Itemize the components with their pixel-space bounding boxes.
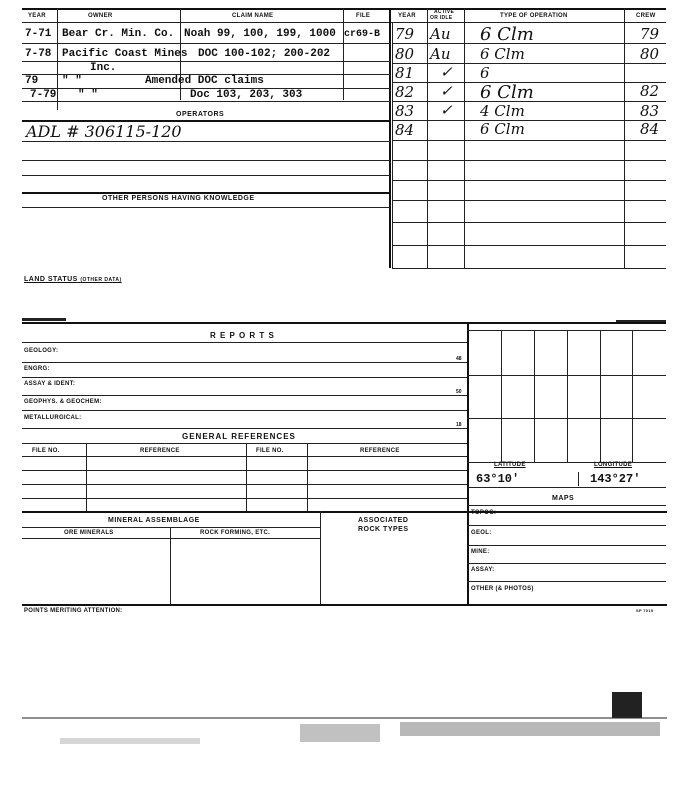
maps-title: MAPS bbox=[552, 495, 575, 502]
activity-year: 84 bbox=[395, 121, 415, 139]
mineral-bottom-line bbox=[22, 604, 667, 606]
report-label-geophys: GEOPHYS. & GEOCHEM: bbox=[24, 399, 102, 405]
header-year-2: YEAR bbox=[398, 13, 416, 19]
points-meriting-attention-label: POINTS MERITING ATTENTION: bbox=[24, 608, 123, 614]
activity-row-line bbox=[392, 268, 666, 269]
hdr-tick bbox=[180, 8, 181, 22]
activity-row-line bbox=[392, 200, 666, 201]
scan-artifact bbox=[22, 717, 667, 719]
maps-mine: MINE: bbox=[471, 549, 490, 555]
header-underline bbox=[22, 22, 666, 23]
header-active: ACTIVE bbox=[434, 9, 455, 15]
map-grid-col bbox=[534, 330, 535, 462]
report-num: 18 bbox=[456, 422, 462, 428]
activity-operation: 6 bbox=[480, 64, 490, 82]
gen-ref-file-no: FILE NO. bbox=[256, 448, 284, 454]
rock-forming-label: ROCK FORMING, ETC. bbox=[200, 530, 271, 536]
activity-status: ✓ bbox=[440, 101, 453, 119]
map-grid-col bbox=[501, 330, 502, 462]
hdr-tick bbox=[343, 8, 344, 22]
claim-owner: Bear Cr. Min. Co. bbox=[62, 28, 175, 40]
report-row-line bbox=[22, 410, 467, 411]
claim-name: Amended DOC claims bbox=[145, 75, 264, 87]
longitude-label: LONGITUDE bbox=[594, 462, 633, 468]
gen-ref-col bbox=[307, 443, 308, 511]
crew-col-line bbox=[624, 22, 625, 268]
activity-row-line bbox=[392, 63, 666, 64]
maps-row-line bbox=[467, 563, 666, 564]
claim-name: DOC 100-102; 200-202 bbox=[198, 48, 331, 60]
year-col-line bbox=[392, 22, 393, 268]
registration-mark bbox=[22, 318, 66, 321]
mineral-col bbox=[170, 527, 171, 604]
mineral-sub-line bbox=[22, 538, 320, 539]
hdr-tick bbox=[624, 8, 625, 22]
maps-other: OTHER (& PHOTOS) bbox=[471, 586, 534, 592]
operator-row-line bbox=[22, 141, 390, 142]
activity-crew: 84 bbox=[640, 120, 660, 138]
activity-row-line bbox=[392, 245, 666, 246]
header-file: FILE bbox=[356, 13, 371, 19]
map-grid-row bbox=[467, 418, 666, 419]
activity-operation: 4 Clm bbox=[480, 102, 525, 120]
activity-year: 82 bbox=[395, 83, 415, 101]
report-label-engrg: ENGRG: bbox=[24, 366, 50, 372]
activity-row-line bbox=[392, 120, 666, 121]
claim-name: Noah 99, 100, 199, 1000 bbox=[184, 28, 336, 40]
activity-status: ✓ bbox=[440, 63, 453, 81]
maps-row-line bbox=[467, 545, 666, 546]
activity-row-line bbox=[392, 160, 666, 161]
activity-operation: 6 Clm bbox=[480, 82, 534, 103]
operator-row-line bbox=[22, 175, 390, 176]
report-label-metallurgical: METALLURGICAL: bbox=[24, 415, 82, 421]
reports-title: R E P O R T S bbox=[210, 331, 275, 340]
activity-row-line bbox=[392, 222, 666, 223]
claim-year: 7-79 bbox=[30, 89, 57, 101]
operators-label: OPERATORS bbox=[176, 111, 225, 118]
hdr-tick bbox=[57, 8, 58, 22]
claim-name: Doc 103, 203, 303 bbox=[190, 89, 303, 101]
activity-year: 79 bbox=[395, 25, 415, 43]
scan-artifact bbox=[60, 738, 200, 744]
claim-row-line bbox=[22, 101, 390, 102]
reports-header-line bbox=[22, 342, 467, 343]
form-number: SP 7015 bbox=[636, 608, 654, 613]
header-year: YEAR bbox=[28, 13, 46, 19]
activity-operation: 6 Clm bbox=[480, 45, 525, 63]
gen-ref-bottom-line bbox=[22, 511, 667, 513]
gen-ref-row-line bbox=[22, 456, 467, 457]
header-or-idle: OR IDLE bbox=[430, 15, 453, 21]
claim-owner: Pacific Coast Mines bbox=[62, 48, 188, 60]
header-crew: CREW bbox=[636, 13, 656, 19]
coord-divider bbox=[578, 472, 579, 486]
left-right-divider bbox=[389, 8, 391, 268]
claim-owner-cont: Inc. bbox=[90, 62, 117, 74]
gen-ref-row-line bbox=[22, 498, 467, 499]
ore-minerals-label: ORE MINERALS bbox=[64, 530, 114, 536]
operation-col-line bbox=[464, 22, 465, 268]
activity-status: Au bbox=[430, 45, 451, 63]
header-owner: OWNER bbox=[88, 13, 113, 19]
gen-ref-file-no: FILE NO. bbox=[32, 448, 60, 454]
maps-header-line bbox=[467, 505, 666, 506]
header-type-of-operation: TYPE OF OPERATION bbox=[500, 13, 568, 19]
header-claim-name: CLAIM NAME bbox=[232, 13, 274, 19]
maps-row-line bbox=[467, 581, 666, 582]
land-status-label: LAND STATUS (OTHER DATA) bbox=[24, 276, 122, 283]
scan-artifact bbox=[612, 692, 642, 718]
maps-row-line bbox=[467, 525, 666, 526]
activity-operation: 6 Clm bbox=[480, 24, 534, 45]
status-col-line bbox=[427, 22, 428, 268]
reports-top-border bbox=[22, 322, 666, 324]
activity-status: ✓ bbox=[440, 82, 453, 100]
gen-ref-row-line bbox=[22, 484, 467, 485]
report-row-line bbox=[22, 428, 467, 429]
rock-types-label: ROCK TYPES bbox=[358, 526, 409, 533]
activity-status: Au bbox=[430, 25, 451, 43]
claim-year: 7-78 bbox=[25, 48, 52, 60]
owner-col-line bbox=[57, 22, 58, 110]
gen-ref-col bbox=[246, 443, 247, 511]
latitude-value: 63°10' bbox=[476, 472, 520, 486]
operators-entry: ADL # 306115-120 bbox=[26, 122, 182, 141]
maps-topog: TOPOG: bbox=[471, 510, 497, 516]
map-grid-col bbox=[600, 330, 601, 462]
associated-label: ASSOCIATED bbox=[358, 517, 409, 524]
scan-artifact bbox=[400, 722, 660, 736]
activity-crew: 80 bbox=[640, 45, 660, 63]
gen-ref-row-line bbox=[22, 470, 467, 471]
gen-ref-col bbox=[86, 443, 87, 511]
gen-ref-reference: REFERENCE bbox=[360, 448, 400, 454]
claim-year: 79 bbox=[25, 75, 39, 87]
claim-file: cr69-B bbox=[344, 29, 381, 40]
reports-right-divider bbox=[467, 322, 469, 604]
maps-assay: ASSAY: bbox=[471, 567, 495, 573]
coord-bottom-line bbox=[467, 487, 666, 488]
operator-row-line bbox=[22, 160, 390, 161]
report-row-line bbox=[22, 362, 467, 363]
longitude-value: 143°27' bbox=[590, 472, 641, 486]
claim-row-line bbox=[22, 43, 390, 44]
activity-crew: 82 bbox=[640, 82, 660, 100]
gen-ref-header-line bbox=[22, 443, 467, 444]
report-row-line bbox=[22, 395, 467, 396]
hdr-tick bbox=[427, 8, 428, 22]
report-label-geology: GEOLOGY: bbox=[24, 348, 59, 354]
claim-owner: " " bbox=[78, 89, 98, 101]
scan-artifact bbox=[300, 724, 380, 742]
gen-ref-reference: REFERENCE bbox=[140, 448, 180, 454]
other-persons-top-line bbox=[22, 192, 390, 194]
activity-operation: 6 Clm bbox=[480, 120, 525, 138]
top-border bbox=[22, 8, 666, 10]
other-persons-header-line bbox=[22, 207, 390, 208]
report-label-assay: ASSAY & IDENT: bbox=[24, 381, 76, 387]
maps-geol: GEOL: bbox=[471, 530, 492, 536]
activity-crew: 79 bbox=[640, 25, 660, 43]
claim-year: 7-71 bbox=[25, 28, 52, 40]
claim-owner: " " bbox=[62, 75, 82, 87]
map-grid-row bbox=[467, 330, 666, 331]
activity-row-line bbox=[392, 140, 666, 141]
mineral-header-line bbox=[22, 527, 320, 528]
activity-row-line bbox=[392, 180, 666, 181]
map-grid-col bbox=[567, 330, 568, 462]
claim-row-line bbox=[22, 61, 390, 62]
report-num: 48 bbox=[456, 356, 462, 362]
activity-year: 83 bbox=[395, 102, 415, 120]
map-grid-col bbox=[632, 330, 633, 462]
report-num: 50 bbox=[456, 389, 462, 395]
report-row-line bbox=[22, 377, 467, 378]
general-references-title: GENERAL REFERENCES bbox=[182, 432, 296, 441]
map-grid-row bbox=[467, 375, 666, 376]
latitude-label: LATITUDE bbox=[494, 462, 526, 468]
activity-crew: 83 bbox=[640, 102, 660, 120]
mineral-assemblage-title: MINERAL ASSEMBLAGE bbox=[108, 517, 200, 524]
mineral-col bbox=[320, 511, 321, 604]
activity-year: 80 bbox=[395, 45, 415, 63]
hdr-tick bbox=[464, 8, 465, 22]
other-persons-label: OTHER PERSONS HAVING KNOWLEDGE bbox=[102, 195, 255, 202]
activity-year: 81 bbox=[395, 64, 415, 82]
